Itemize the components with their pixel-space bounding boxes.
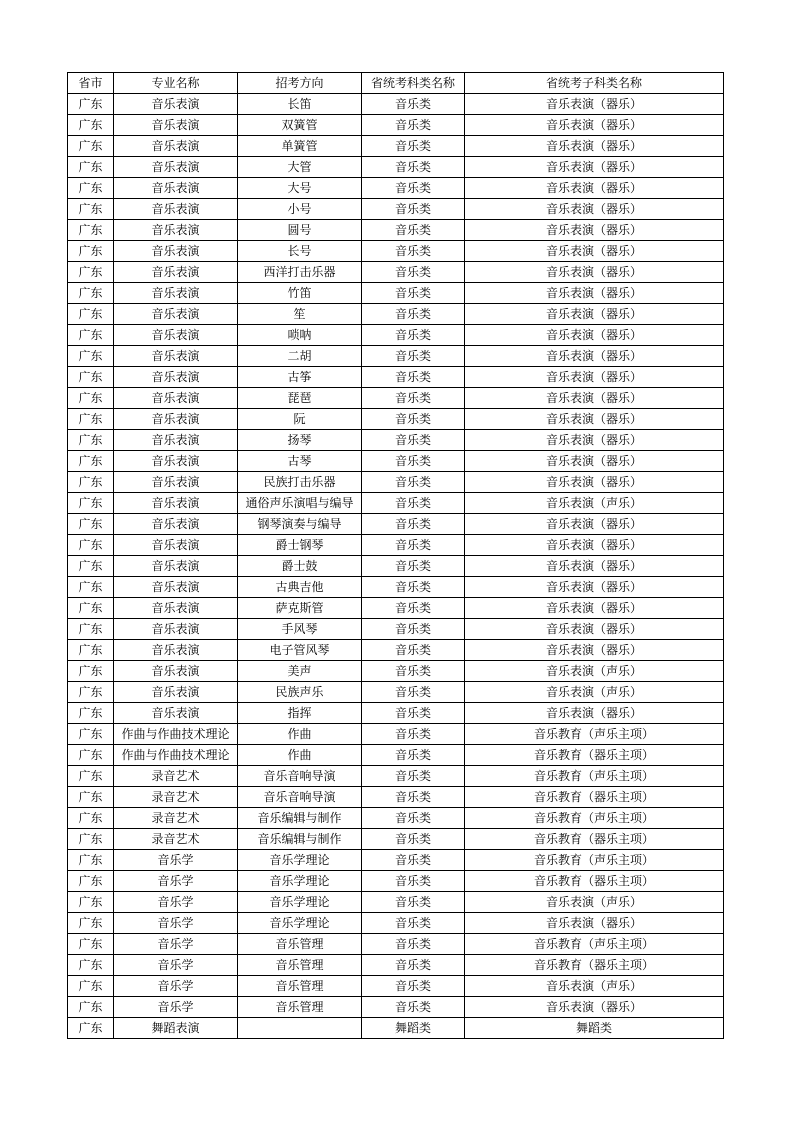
table-row (68, 640, 724, 661)
cell-exam-subcategory: 音乐表演（声乐） (465, 493, 724, 514)
cell-major: 音乐表演 (114, 556, 238, 577)
cell-exam-subcategory: 音乐表演（器乐） (465, 913, 724, 934)
table-row (68, 577, 724, 598)
cell-direction: 长号 (238, 241, 362, 262)
cell-exam-subcategory: 音乐表演（器乐） (465, 451, 724, 472)
cell-direction: 圆号 (238, 220, 362, 241)
cell-exam-subcategory: 音乐表演（器乐） (465, 388, 724, 409)
cell-direction: 民族打击乐器 (238, 472, 362, 493)
table-row (68, 913, 724, 934)
table-row (68, 178, 724, 199)
cell-exam-category: 音乐类 (362, 640, 465, 661)
cell-exam-subcategory: 音乐表演（器乐） (465, 535, 724, 556)
cell-direction: 古筝 (238, 367, 362, 388)
table-body (68, 94, 724, 1039)
cell-major: 音乐学 (114, 871, 238, 892)
cell-direction: 阮 (238, 409, 362, 430)
cell-direction: 民族声乐 (238, 682, 362, 703)
cell-exam-category: 音乐类 (362, 997, 465, 1018)
cell-major: 音乐表演 (114, 388, 238, 409)
table-row (68, 430, 724, 451)
cell-major: 录音艺术 (114, 766, 238, 787)
cell-exam-category: 音乐类 (362, 136, 465, 157)
cell-exam-category: 音乐类 (362, 451, 465, 472)
table-row (68, 136, 724, 157)
cell-major: 音乐学 (114, 913, 238, 934)
cell-direction: 大号 (238, 178, 362, 199)
cell-province: 广东 (68, 472, 114, 493)
cell-exam-category: 音乐类 (362, 304, 465, 325)
cell-direction (238, 1018, 362, 1039)
cell-major: 音乐表演 (114, 94, 238, 115)
cell-exam-category: 音乐类 (362, 682, 465, 703)
cell-exam-category: 音乐类 (362, 703, 465, 724)
cell-major: 音乐学 (114, 976, 238, 997)
cell-major: 音乐表演 (114, 220, 238, 241)
cell-exam-subcategory: 音乐表演（器乐） (465, 283, 724, 304)
table-row (68, 199, 724, 220)
cell-direction: 音乐学理论 (238, 871, 362, 892)
cell-direction: 音乐管理 (238, 997, 362, 1018)
cell-exam-category: 音乐类 (362, 808, 465, 829)
cell-exam-category: 音乐类 (362, 955, 465, 976)
cell-province: 广东 (68, 976, 114, 997)
cell-direction: 小号 (238, 199, 362, 220)
cell-major: 音乐表演 (114, 283, 238, 304)
cell-exam-subcategory: 音乐表演（器乐） (465, 577, 724, 598)
cell-exam-category: 音乐类 (362, 346, 465, 367)
table-row (68, 661, 724, 682)
cell-direction: 琵琶 (238, 388, 362, 409)
cell-exam-subcategory: 音乐表演（器乐） (465, 199, 724, 220)
cell-province: 广东 (68, 787, 114, 808)
table-row (68, 997, 724, 1018)
cell-major: 音乐表演 (114, 661, 238, 682)
cell-province: 广东 (68, 262, 114, 283)
cell-major: 音乐表演 (114, 472, 238, 493)
table-row (68, 787, 724, 808)
cell-province: 广东 (68, 598, 114, 619)
cell-exam-subcategory: 音乐教育（器乐主项） (465, 787, 724, 808)
cell-major: 音乐学 (114, 850, 238, 871)
cell-exam-subcategory: 音乐表演（器乐） (465, 115, 724, 136)
cell-province: 广东 (68, 640, 114, 661)
cell-province: 广东 (68, 1018, 114, 1039)
cell-exam-subcategory: 音乐表演（声乐） (465, 682, 724, 703)
cell-exam-subcategory: 音乐表演（器乐） (465, 136, 724, 157)
cell-province: 广东 (68, 430, 114, 451)
cell-province: 广东 (68, 892, 114, 913)
cell-direction: 作曲 (238, 724, 362, 745)
cell-province: 广东 (68, 619, 114, 640)
cell-exam-subcategory: 音乐教育（器乐主项） (465, 745, 724, 766)
cell-province: 广东 (68, 367, 114, 388)
cell-exam-subcategory: 音乐表演（器乐） (465, 94, 724, 115)
cell-direction: 爵士鼓 (238, 556, 362, 577)
cell-major: 音乐表演 (114, 136, 238, 157)
cell-exam-category: 音乐类 (362, 388, 465, 409)
table-row (68, 850, 724, 871)
table-row (68, 409, 724, 430)
cell-major: 音乐表演 (114, 430, 238, 451)
cell-exam-category: 音乐类 (362, 850, 465, 871)
cell-major: 音乐学 (114, 997, 238, 1018)
cell-major: 音乐表演 (114, 325, 238, 346)
cell-province: 广东 (68, 514, 114, 535)
table-row (68, 871, 724, 892)
cell-major: 录音艺术 (114, 808, 238, 829)
cell-exam-subcategory: 音乐表演（器乐） (465, 997, 724, 1018)
cell-exam-category: 音乐类 (362, 871, 465, 892)
cell-exam-category: 音乐类 (362, 241, 465, 262)
cell-exam-subcategory: 音乐表演（器乐） (465, 178, 724, 199)
cell-province: 广东 (68, 346, 114, 367)
cell-major: 音乐学 (114, 955, 238, 976)
cell-direction: 钢琴演奏与编导 (238, 514, 362, 535)
cell-province: 广东 (68, 661, 114, 682)
cell-exam-subcategory: 音乐表演（器乐） (465, 157, 724, 178)
cell-major: 音乐表演 (114, 115, 238, 136)
cell-major: 音乐表演 (114, 598, 238, 619)
cell-exam-subcategory: 音乐教育（声乐主项） (465, 850, 724, 871)
cell-province: 广东 (68, 199, 114, 220)
cell-exam-category: 音乐类 (362, 745, 465, 766)
cell-exam-subcategory: 音乐表演（器乐） (465, 556, 724, 577)
cell-exam-subcategory: 音乐表演（声乐） (465, 892, 724, 913)
cell-exam-category: 音乐类 (362, 829, 465, 850)
table-row (68, 766, 724, 787)
cell-province: 广东 (68, 934, 114, 955)
cell-major: 录音艺术 (114, 787, 238, 808)
table-row (68, 283, 724, 304)
table-row (68, 346, 724, 367)
cell-major: 音乐表演 (114, 304, 238, 325)
cell-direction: 大管 (238, 157, 362, 178)
cell-direction: 竹笛 (238, 283, 362, 304)
cell-direction: 唢呐 (238, 325, 362, 346)
table-row (68, 514, 724, 535)
cell-exam-subcategory: 音乐表演（器乐） (465, 262, 724, 283)
cell-direction: 二胡 (238, 346, 362, 367)
cell-direction: 萨克斯管 (238, 598, 362, 619)
cell-exam-category: 音乐类 (362, 787, 465, 808)
cell-exam-subcategory: 音乐教育（声乐主项） (465, 724, 724, 745)
cell-direction: 指挥 (238, 703, 362, 724)
cell-exam-subcategory: 音乐表演（器乐） (465, 325, 724, 346)
cell-exam-subcategory: 音乐表演（器乐） (465, 640, 724, 661)
cell-major: 音乐表演 (114, 199, 238, 220)
table-row (68, 262, 724, 283)
table-row (68, 892, 724, 913)
cell-exam-category: 音乐类 (362, 94, 465, 115)
table-row (68, 325, 724, 346)
cell-direction: 双簧管 (238, 115, 362, 136)
header-direction: 招考方向 (238, 73, 362, 94)
cell-exam-subcategory: 音乐表演（器乐） (465, 430, 724, 451)
cell-major: 音乐表演 (114, 367, 238, 388)
cell-direction: 通俗声乐演唱与编导 (238, 493, 362, 514)
cell-direction: 长笛 (238, 94, 362, 115)
cell-direction: 音乐编辑与制作 (238, 808, 362, 829)
cell-direction: 音乐学理论 (238, 850, 362, 871)
cell-exam-category: 音乐类 (362, 430, 465, 451)
cell-province: 广东 (68, 724, 114, 745)
cell-exam-subcategory: 音乐表演（器乐） (465, 241, 724, 262)
table-row (68, 535, 724, 556)
cell-exam-category: 音乐类 (362, 325, 465, 346)
cell-province: 广东 (68, 304, 114, 325)
table-row (68, 976, 724, 997)
table-row (68, 556, 724, 577)
cell-exam-category: 音乐类 (362, 577, 465, 598)
cell-exam-category: 音乐类 (362, 892, 465, 913)
cell-exam-category: 音乐类 (362, 199, 465, 220)
table-row (68, 598, 724, 619)
cell-major: 音乐表演 (114, 577, 238, 598)
cell-exam-subcategory: 音乐表演（器乐） (465, 367, 724, 388)
cell-exam-category: 音乐类 (362, 262, 465, 283)
cell-major: 作曲与作曲技术理论 (114, 724, 238, 745)
cell-major: 音乐表演 (114, 493, 238, 514)
cell-exam-subcategory: 音乐教育（器乐主项） (465, 829, 724, 850)
cell-exam-category: 音乐类 (362, 220, 465, 241)
cell-exam-category: 音乐类 (362, 556, 465, 577)
cell-exam-category: 音乐类 (362, 661, 465, 682)
cell-province: 广东 (68, 493, 114, 514)
cell-direction: 音乐管理 (238, 955, 362, 976)
cell-exam-category: 音乐类 (362, 367, 465, 388)
cell-exam-category: 音乐类 (362, 409, 465, 430)
cell-province: 广东 (68, 220, 114, 241)
cell-major: 音乐表演 (114, 514, 238, 535)
table-row (68, 745, 724, 766)
cell-exam-category: 音乐类 (362, 619, 465, 640)
cell-major: 录音艺术 (114, 829, 238, 850)
table-row (68, 955, 724, 976)
cell-direction: 爵士钢琴 (238, 535, 362, 556)
cell-province: 广东 (68, 136, 114, 157)
admissions-table (67, 72, 724, 1039)
cell-major: 音乐表演 (114, 619, 238, 640)
table-row (68, 619, 724, 640)
cell-major: 作曲与作曲技术理论 (114, 745, 238, 766)
cell-direction: 音乐管理 (238, 976, 362, 997)
cell-direction: 音乐编辑与制作 (238, 829, 362, 850)
cell-exam-subcategory: 音乐表演（器乐） (465, 514, 724, 535)
cell-exam-category: 音乐类 (362, 157, 465, 178)
cell-province: 广东 (68, 913, 114, 934)
cell-direction: 音乐音响导演 (238, 766, 362, 787)
cell-direction: 作曲 (238, 745, 362, 766)
cell-direction: 古典吉他 (238, 577, 362, 598)
table-row (68, 220, 724, 241)
cell-direction: 单簧管 (238, 136, 362, 157)
cell-exam-category: 音乐类 (362, 493, 465, 514)
table-row (68, 1018, 724, 1039)
cell-exam-subcategory: 音乐教育（声乐主项） (465, 808, 724, 829)
table-row (68, 808, 724, 829)
cell-exam-category: 音乐类 (362, 535, 465, 556)
cell-exam-category: 音乐类 (362, 283, 465, 304)
cell-province: 广东 (68, 535, 114, 556)
table-row (68, 472, 724, 493)
cell-exam-category: 音乐类 (362, 934, 465, 955)
cell-major: 音乐表演 (114, 703, 238, 724)
cell-direction: 音乐学理论 (238, 892, 362, 913)
cell-exam-category: 音乐类 (362, 913, 465, 934)
cell-province: 广东 (68, 703, 114, 724)
cell-direction: 音乐音响导演 (238, 787, 362, 808)
table-row (68, 829, 724, 850)
cell-major: 音乐表演 (114, 640, 238, 661)
cell-major: 舞蹈表演 (114, 1018, 238, 1039)
table-row (68, 682, 724, 703)
cell-exam-category: 音乐类 (362, 598, 465, 619)
table-row (68, 451, 724, 472)
cell-province: 广东 (68, 766, 114, 787)
cell-exam-category: 音乐类 (362, 472, 465, 493)
table-row (68, 388, 724, 409)
cell-direction: 手风琴 (238, 619, 362, 640)
header-major: 专业名称 (114, 73, 238, 94)
cell-exam-subcategory: 音乐教育（声乐主项） (465, 766, 724, 787)
header-row (68, 73, 724, 94)
cell-province: 广东 (68, 577, 114, 598)
cell-exam-category: 音乐类 (362, 514, 465, 535)
cell-province: 广东 (68, 283, 114, 304)
cell-exam-subcategory: 音乐表演（器乐） (465, 220, 724, 241)
table-row (68, 493, 724, 514)
cell-major: 音乐表演 (114, 535, 238, 556)
cell-major: 音乐表演 (114, 451, 238, 472)
cell-major: 音乐学 (114, 934, 238, 955)
cell-province: 广东 (68, 94, 114, 115)
cell-exam-category: 舞蹈类 (362, 1018, 465, 1039)
cell-direction: 古琴 (238, 451, 362, 472)
cell-direction: 电子管风琴 (238, 640, 362, 661)
cell-exam-subcategory: 音乐表演（声乐） (465, 661, 724, 682)
header-exam-category: 省统考科类名称 (362, 73, 465, 94)
cell-province: 广东 (68, 871, 114, 892)
cell-major: 音乐表演 (114, 157, 238, 178)
cell-exam-subcategory: 音乐教育（器乐主项） (465, 871, 724, 892)
cell-province: 广东 (68, 241, 114, 262)
cell-direction: 音乐管理 (238, 934, 362, 955)
cell-direction: 扬琴 (238, 430, 362, 451)
cell-exam-subcategory: 音乐教育（声乐主项） (465, 934, 724, 955)
cell-exam-subcategory: 音乐表演（声乐） (465, 976, 724, 997)
cell-direction: 美声 (238, 661, 362, 682)
cell-province: 广东 (68, 682, 114, 703)
cell-province: 广东 (68, 178, 114, 199)
cell-exam-category: 音乐类 (362, 724, 465, 745)
table-row (68, 934, 724, 955)
cell-province: 广东 (68, 808, 114, 829)
cell-province: 广东 (68, 157, 114, 178)
table-row (68, 304, 724, 325)
cell-exam-category: 音乐类 (362, 115, 465, 136)
table-row (68, 703, 724, 724)
cell-exam-category: 音乐类 (362, 976, 465, 997)
cell-major: 音乐表演 (114, 262, 238, 283)
cell-direction: 音乐学理论 (238, 913, 362, 934)
cell-province: 广东 (68, 556, 114, 577)
cell-exam-subcategory: 音乐表演（器乐） (465, 346, 724, 367)
table-row (68, 157, 724, 178)
table-row (68, 724, 724, 745)
cell-direction: 笙 (238, 304, 362, 325)
cell-exam-subcategory: 音乐表演（器乐） (465, 619, 724, 640)
header-province: 省市 (68, 73, 114, 94)
cell-province: 广东 (68, 745, 114, 766)
cell-exam-subcategory: 音乐表演（器乐） (465, 472, 724, 493)
table-row (68, 94, 724, 115)
cell-exam-subcategory: 音乐表演（器乐） (465, 598, 724, 619)
cell-major: 音乐表演 (114, 346, 238, 367)
table-row (68, 115, 724, 136)
cell-major: 音乐表演 (114, 682, 238, 703)
cell-province: 广东 (68, 325, 114, 346)
cell-exam-subcategory: 音乐教育（器乐主项） (465, 955, 724, 976)
table-row (68, 367, 724, 388)
cell-province: 广东 (68, 388, 114, 409)
cell-province: 广东 (68, 451, 114, 472)
table-row (68, 241, 724, 262)
cell-exam-subcategory: 舞蹈类 (465, 1018, 724, 1039)
cell-exam-category: 音乐类 (362, 766, 465, 787)
cell-province: 广东 (68, 850, 114, 871)
cell-major: 音乐表演 (114, 409, 238, 430)
cell-province: 广东 (68, 955, 114, 976)
cell-direction: 西洋打击乐器 (238, 262, 362, 283)
cell-exam-subcategory: 音乐表演（器乐） (465, 304, 724, 325)
cell-province: 广东 (68, 409, 114, 430)
cell-province: 广东 (68, 829, 114, 850)
cell-exam-subcategory: 音乐表演（器乐） (465, 409, 724, 430)
cell-province: 广东 (68, 997, 114, 1018)
cell-major: 音乐学 (114, 892, 238, 913)
cell-major: 音乐表演 (114, 178, 238, 199)
cell-province: 广东 (68, 115, 114, 136)
cell-exam-subcategory: 音乐表演（器乐） (465, 703, 724, 724)
cell-major: 音乐表演 (114, 241, 238, 262)
header-exam-subcategory: 省统考子科类名称 (465, 73, 724, 94)
cell-exam-category: 音乐类 (362, 178, 465, 199)
